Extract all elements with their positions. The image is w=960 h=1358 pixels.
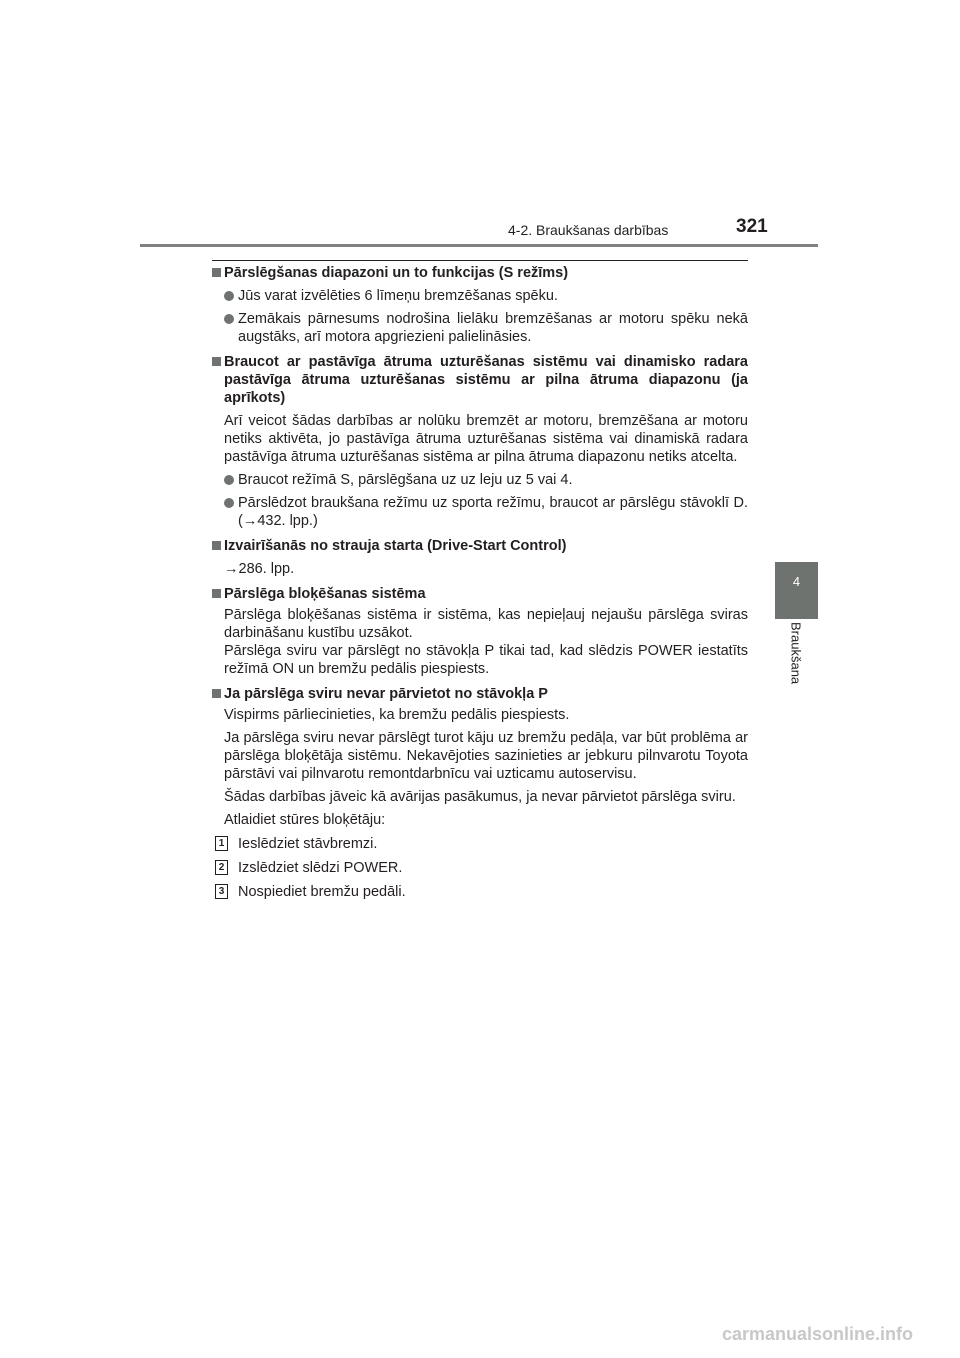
step-number-box: 3 [215,884,228,899]
running-header-section: 4-2. Braukšanas darbības [508,222,669,238]
circle-bullet-icon [224,314,234,324]
chapter-number: 4 [792,574,801,589]
square-bullet-icon [212,268,221,277]
square-bullet-icon [212,541,221,550]
paragraph: Šādas darbības jāveic kā avārijas pasākumus, ja nevar pārvietot pārslēga sviru. [224,789,736,805]
paragraph: Pārslēga bloķēšanas sistēma ir sistēma, kas nepieļauj nejaušu pārslēga sviras darbināšanu kustību uzsākot. Pārslēga sviru var pārslēgt no stāvokļa P tikai tad, kad slēdzis POWER iestatīts režīmā ON un bremžu pedālis piespiests. [224,607,748,677]
step-number-box: 1 [215,836,228,851]
step-number-box: 2 [215,860,228,875]
bullet-item: Pārslēdzot braukšana režīmu uz sporta režīmu, braucot ar pārslēgu stāvoklī D. (→432. lpp.) [212,494,748,530]
circle-bullet-icon [224,498,234,508]
header-rule [140,244,818,247]
square-bullet-icon [212,589,221,598]
section-heading: Pārslēgšanas diapazoni un to funkcijas (S režīms) [212,264,748,282]
watermark: carmanualsonline.info [722,1324,914,1344]
step-item: 3 Nospiediet bremžu pedāli. [212,883,748,901]
chapter-tab [775,562,818,619]
paragraph: Vispirms pārliecinieties, ka bremžu pedālis piespiests. [224,707,570,723]
circle-bullet-icon [224,475,234,485]
section-heading: Braucot ar pastāvīga ātruma uzturēšanas sistēmu vai dinamisko radara pastāvīga ātruma uzturēšanas sistēmu ar pilna ātruma diapazonu (ja aprīkots) [212,353,748,407]
chapter-label-box [775,622,818,712]
content-rule [212,260,748,261]
paragraph: Arī veicot šādas darbības ar nolūku bremzēt ar motoru, bremzēšana ar motoru netiks aktivēta, jo pastāvīga ātruma uzturēšanas sistēma vai dinamiskā radara pastāvīga ātruma uzturēšanas sistēma ar pilna ātruma diapazonu netiks atcelta. [224,413,748,465]
paragraph: Atlaidiet stūres bloķētāju: [224,812,386,828]
page-reference: →286. lpp. [224,561,295,577]
circle-bullet-icon [224,291,234,301]
step-item: 2 Izslēdziet slēdzi POWER. [212,859,748,877]
section-heading: Pārslēga bloķēšanas sistēma [212,585,748,603]
bullet-item: Braucot režīmā S, pārslēgšana uz uz leju uz 5 vai 4. [212,471,748,489]
bullet-item: Zemākais pārnesums nodrošina lielāku bremzēšanas ar motoru spēku nekā augstāks, arī motora apgriezieni palielināsies. [212,310,748,346]
chapter-label: Braukšana [788,622,804,685]
square-bullet-icon [212,689,221,698]
paragraph: Ja pārslēga sviru nevar pārslēgt turot kāju uz bremžu pedāļa, var būt problēma ar pārslēga bloķētāja sistēmu. Nekavējoties sazinieties ar jebkuru pilnvarotu Toyota pārstāvi vai pilnvarotu remontdarbnīcu vai uzticamu autoservisu. [224,730,748,782]
step-item: 1 Ieslēdziet stāvbremzi. [212,835,748,853]
section-heading: Ja pārslēga sviru nevar pārvietot no stāvokļa P [212,685,748,703]
page-number: 321 [736,216,768,237]
page-content [212,264,748,901]
square-bullet-icon [212,357,221,366]
section-heading: Izvairīšanās no strauja starta (Drive-Start Control) [212,537,748,555]
bullet-item: Jūs varat izvēlēties 6 līmeņu bremzēšanas spēku. [212,287,748,305]
